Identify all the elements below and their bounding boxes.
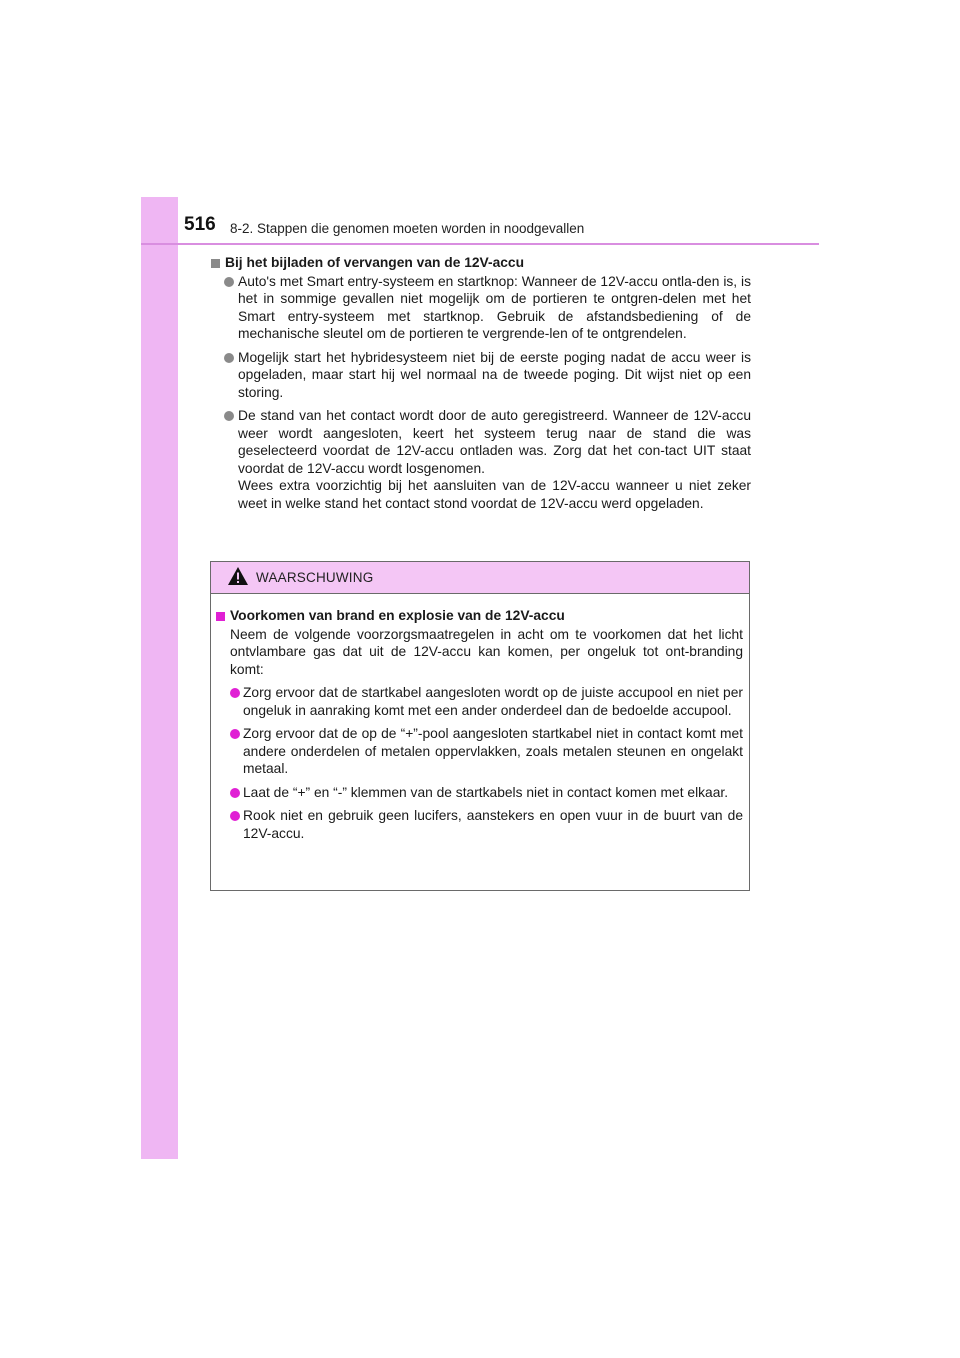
square-bullet-icon	[211, 259, 220, 268]
page-number: 516	[184, 214, 216, 235]
circle-bullet-icon	[224, 411, 234, 421]
warning-heading: Voorkomen van brand en explosie van de 12V-accu	[216, 607, 743, 625]
warning-box	[210, 561, 750, 891]
warning-intro: Neem de volgende voorzorgsmaatregelen in acht om te voorkomen dat het licht ontvlambare gas dat uit de 12V-accu kan komen, per ongeluk tot ont-branding komt:	[230, 626, 743, 677]
circle-bullet-icon	[224, 277, 234, 287]
circle-bullet-icon	[230, 729, 240, 739]
section-heading: Bij het bijladen of vervangen van de 12V-accu	[211, 254, 751, 272]
circle-bullet-icon	[230, 688, 240, 698]
warning-list-item: Rook niet en gebruik geen lucifers, aanstekers en open vuur in de buurt van de 12V-accu.	[216, 807, 743, 842]
warning-list-item: Zorg ervoor dat de startkabel aangesloten wordt op de juiste accupool en niet per ongeluk in aanraking komt met een ander onderdeel dan de bedoelde accupool.	[216, 684, 743, 719]
circle-bullet-icon	[224, 353, 234, 363]
warning-list-item: Zorg ervoor dat de op de “+”-pool aangesloten startkabel niet in contact komt met andere onderdelen of metalen oppervlakken, zoals metalen steunen en ongelakt metaal.	[216, 725, 743, 778]
section-title: 8-2. Stappen die genomen moeten worden in noodgevallen	[230, 221, 585, 236]
header-rule	[141, 243, 819, 245]
warning-header	[211, 562, 749, 594]
main-content	[211, 254, 751, 518]
warning-list-item: Laat de “+” en “-” klemmen van de startkabels niet in contact komen met elkaar.	[216, 784, 743, 802]
list-item: Auto's met Smart entry-systeem en startknop: Wanneer de 12V-accu ontla-den is, is het in sommige gevallen niet mogelijk om de portieren te ontgren-delen met het Smart entry-systeem met startknop. Gebruik de afstandsbediening of de mechanische sleutel om de portieren te vergrende-len of te ontgrendelen.	[211, 273, 751, 343]
circle-bullet-icon	[230, 811, 240, 821]
list-item: De stand van het contact wordt door de auto geregistreerd. Wanneer de 12V-accu weer wordt aangesloten, keert het systeem terug naar de stand die was geselecteerd voordat de 12V-accu ontladen was. Zorg dat het con-tact UIT staat voordat de 12V-accu wordt losgenomen. Wees extra voorzichtig bij het aansluiten van de 12V-accu wanneer u niet zeker weet in welke stand het contact stond voordat de 12V-accu werd opgeladen.	[211, 407, 751, 512]
warning-body	[211, 594, 749, 842]
list-item: Mogelijk start het hybridesysteem niet bij de eerste poging nadat de accu weer is opgeladen, maar start hij wel normaal na de tweede poging. Dit wijst niet op een storing.	[211, 349, 751, 402]
warning-triangle-icon	[227, 566, 249, 586]
warning-title: WAARSCHUWING	[256, 570, 374, 585]
circle-bullet-icon	[230, 788, 240, 798]
square-bullet-icon	[216, 612, 225, 621]
chapter-side-tab	[141, 197, 178, 1159]
